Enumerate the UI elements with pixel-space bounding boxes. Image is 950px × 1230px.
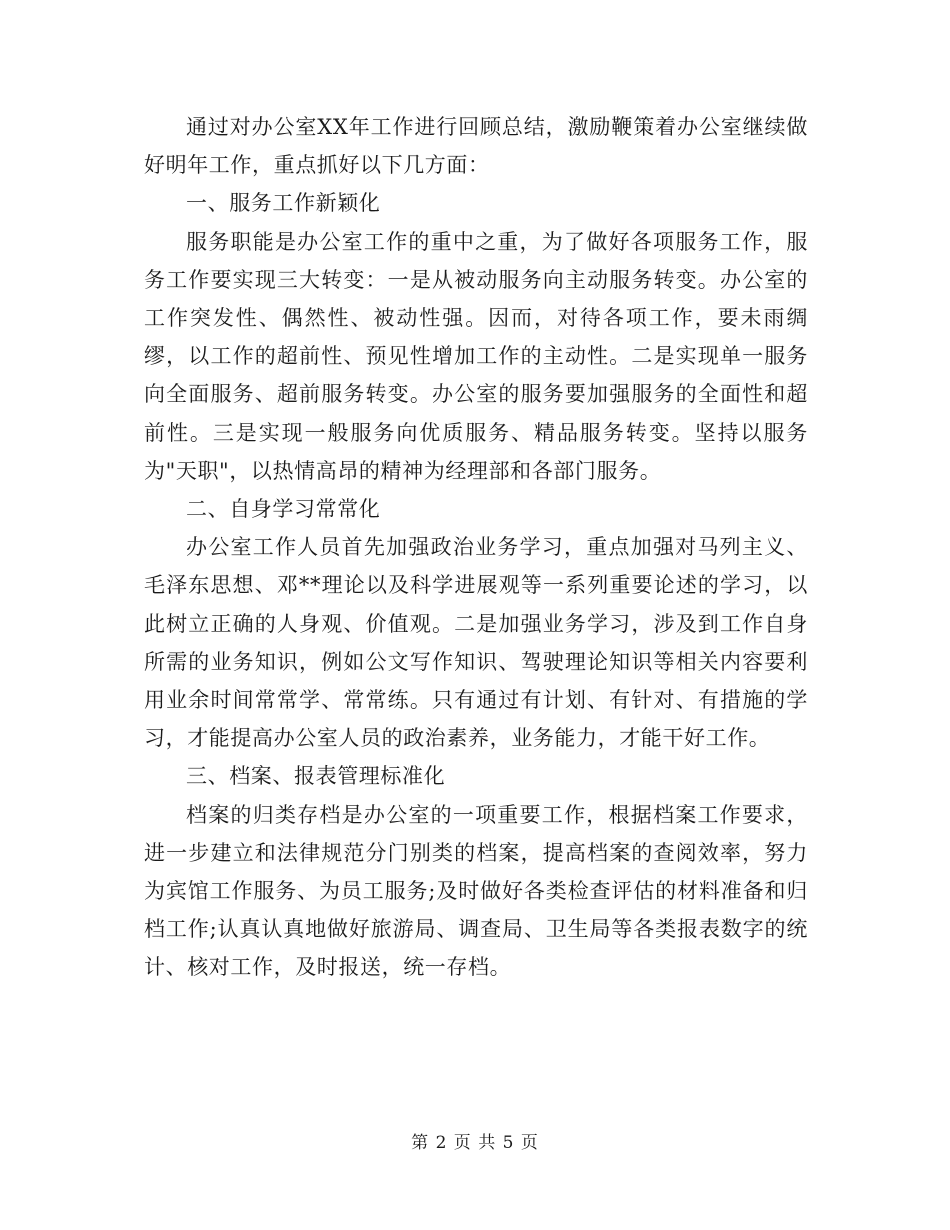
section-heading-archives: 三、档案、报表管理标准化 bbox=[186, 764, 446, 789]
service-paragraph: 服务职能是办公室工作的重中之重，为了做好各项服务工作，服务工作要实现三大转变：一是从被动服务向主动服务转变。办公室的工作突发性、偶然性、被动性强。因而，对待各项工作，要未雨绸缪，以工作的超前性、预见性增加工作的主动性。二是实现单一服务向全面服务、超前服务转变。办公室的服务要加强服务的全面性和超前性。三是实现一般服务向优质服务、精品服务转变。坚持以服务为"天职"，以热情高昂的精神为经理部和各部门服务。 bbox=[144, 229, 808, 483]
intro-paragraph: 通过对办公室XX年工作进行回顾总结，激励鞭策着办公室继续做好明年工作，重点抓好以下几方面： bbox=[144, 115, 808, 178]
archives-paragraph: 档案的归类存档是办公室的一项重要工作，根据档案工作要求，进一步建立和法律规范分门别类的档案，提高档案的查阅效率，努力为宾馆工作服务、为员工服务;及时做好各类检查评估的材料准备和归档工作;认真认真地做好旅游局、调查局、卫生局等各类报表数字的统计、核对工作，及时报送，统一存档。 bbox=[144, 802, 808, 980]
page-number: 第 2 页 共 5 页 bbox=[411, 1133, 539, 1153]
section-heading-study: 二、自身学习常常化 bbox=[186, 497, 381, 522]
section-heading-service: 一、服务工作新颖化 bbox=[186, 191, 381, 216]
study-paragraph: 办公室工作人员首先加强政治业务学习，重点加强对马列主义、毛泽东思想、邓**理论以及科学进展观等一系列重要论述的学习，以此树立正确的人身观、价值观。二是加强业务学习，涉及到工作自身所需的业务知识，例如公文写作知识、驾驶理论知识等相关内容要利用业余时间常常学、常常练。只有通过有计划、有针对、有措施的学习，才能提高办公室人员的政治素养，业务能力，才能干好工作。 bbox=[144, 535, 808, 751]
document-body bbox=[144, 108, 808, 987]
